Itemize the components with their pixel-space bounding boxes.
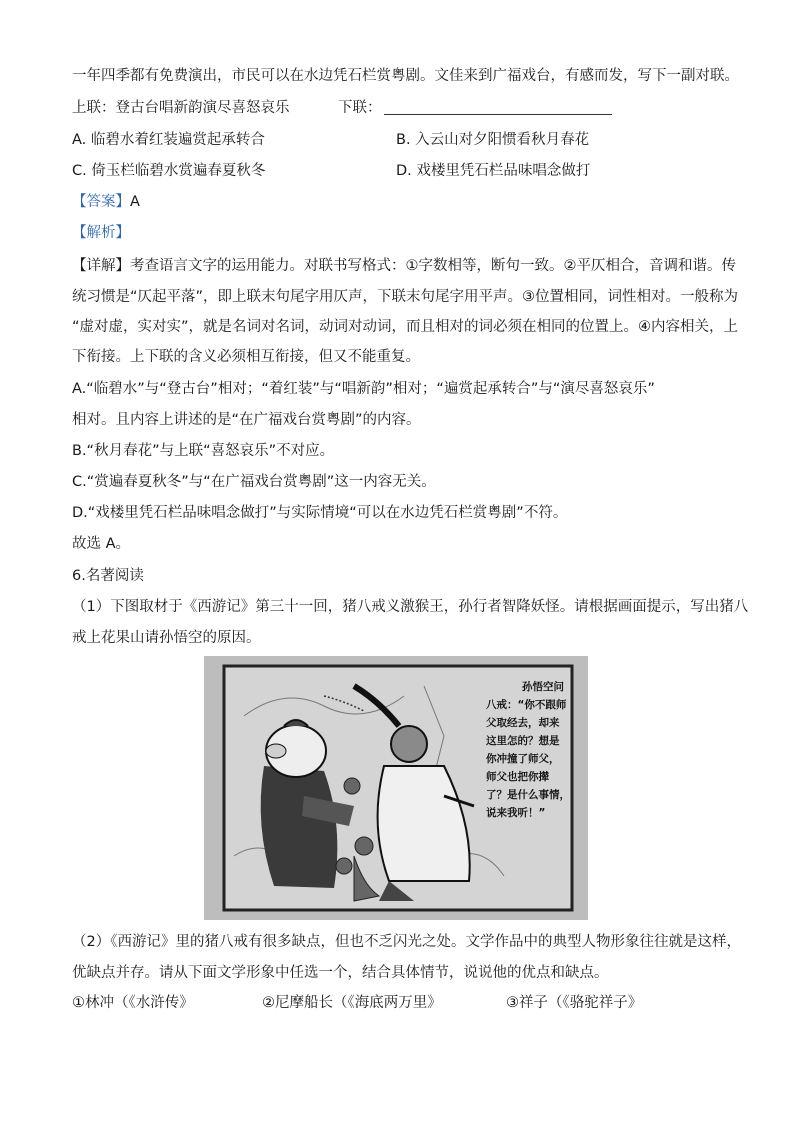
analysis-tag: 【解析】 — [72, 225, 130, 241]
detail-line-1 — [72, 256, 736, 276]
detail-tag: 【详解】 — [72, 258, 130, 274]
q1-line-2: 戒上花果山请孙悟空的原因。 — [72, 630, 261, 646]
detail-line-4: 下衔接。上下联的含义必须相互衔接，但又不能重复。 — [72, 349, 420, 365]
choice-1: ①林冲（《水浒传》 — [72, 995, 194, 1011]
detail-line-3: “虚对虚，实对实”，就是名词对名词，动词对动词，而且相对的词必须在相同的位置上。④内容相关，上 — [72, 319, 739, 335]
lower-couplet — [338, 98, 612, 118]
caption-line-4: 这里怎的？想是 — [486, 735, 560, 747]
comic-panel — [204, 656, 588, 920]
choice-3: ③祥子（《骆驼祥子》 — [506, 995, 643, 1011]
option-b: B. 入云山对夕阳惯看秋月春花 — [396, 132, 590, 148]
caption-line-6: 师父也把你撵 — [486, 771, 549, 783]
option-a: A. 临碧水着红装遍赏起承转合 — [72, 132, 265, 148]
answer-value: A — [130, 194, 140, 210]
caption-line-1: 孙悟空问 — [522, 681, 564, 693]
option-d: D. 戏楼里凭石栏品味唱念做打 — [396, 163, 591, 179]
explanation-a-1: A.“临碧水”与“登古台”相对；“着红装”与“唱新韵”相对；“遍赏起承转合”与“演尽喜怒哀乐” — [72, 381, 655, 397]
q2-line-2: 优缺点并存。请从下面文学形象中任选一个，结合具体情节，说说他的优点和缺点。 — [72, 965, 609, 981]
choice-2: ②尼摩船长（《海底两万里》 — [262, 995, 442, 1011]
caption-line-2: 八戒：“你不跟师 — [486, 699, 567, 711]
q2-line-1: （2）《西游记》里的猪八戒有很多缺点，但也不乏闪光之处。文学作品中的典型人物形象往往就是这样， — [72, 934, 741, 950]
intro-paragraph: 一年四季都有免费演出，市民可以在水边凭石栏赏粤剧。文佳来到广福戏台，有感而发，写下一副对联。 — [72, 68, 739, 84]
explanation-a-2: 相对。且内容上讲述的是“在广福戏台赏粤剧”的内容。 — [72, 412, 421, 428]
lower-couplet-label: 下联： — [338, 100, 382, 116]
comic-illustration — [204, 656, 588, 920]
detail-line-2: 统习惯是“仄起平落”，即上联末句尾字用仄声，下联末句尾字用平声。③位置相同，词性相对。一般称为 — [72, 289, 739, 305]
section-title: 6.名著阅读 — [72, 568, 144, 584]
caption-line-7: 了？是什么事情， — [486, 789, 570, 801]
answer-row — [72, 192, 140, 212]
caption-line-8: 说来我听！” — [486, 807, 546, 819]
upper-couplet-label: 上联： — [72, 100, 116, 116]
explanation-b: B.“秋月春花”与上联“喜怒哀乐”不对应。 — [72, 443, 335, 459]
caption-line-3: 父取经去，却来 — [486, 717, 560, 729]
option-c: C. 倚玉栏临碧水赏遍春夏秋冬 — [72, 163, 266, 179]
explanation-d: D.“戏楼里凭石栏品味唱念做打”与实际情境“可以在水边凭石栏赏粤剧”不符。 — [72, 505, 568, 521]
explanation-c: C.“赏遍春夏秋冬”与“在广福戏台赏粤剧”这一内容无关。 — [72, 474, 436, 490]
detail-text-1: 考查语言文字的运用能力。对联书写格式：①字数相等，断句一致。②平仄相合，音调和谐。传 — [130, 258, 736, 274]
answer-tag: 【答案】 — [72, 194, 130, 210]
lower-couplet-blank[interactable] — [384, 98, 612, 115]
caption-line-5: 你冲撞了师父， — [486, 753, 560, 765]
q1-line-1: （1）下图取材于《西游记》第三十一回，猪八戒义激猴王，孙行者智降妖怪。请根据画面提示，写出猪八 — [72, 599, 749, 615]
conclusion: 故选 A。 — [72, 536, 131, 552]
upper-couplet-text: 登古台唱新韵演尽喜怒哀乐 — [115, 100, 290, 116]
couplet-line — [72, 98, 290, 118]
